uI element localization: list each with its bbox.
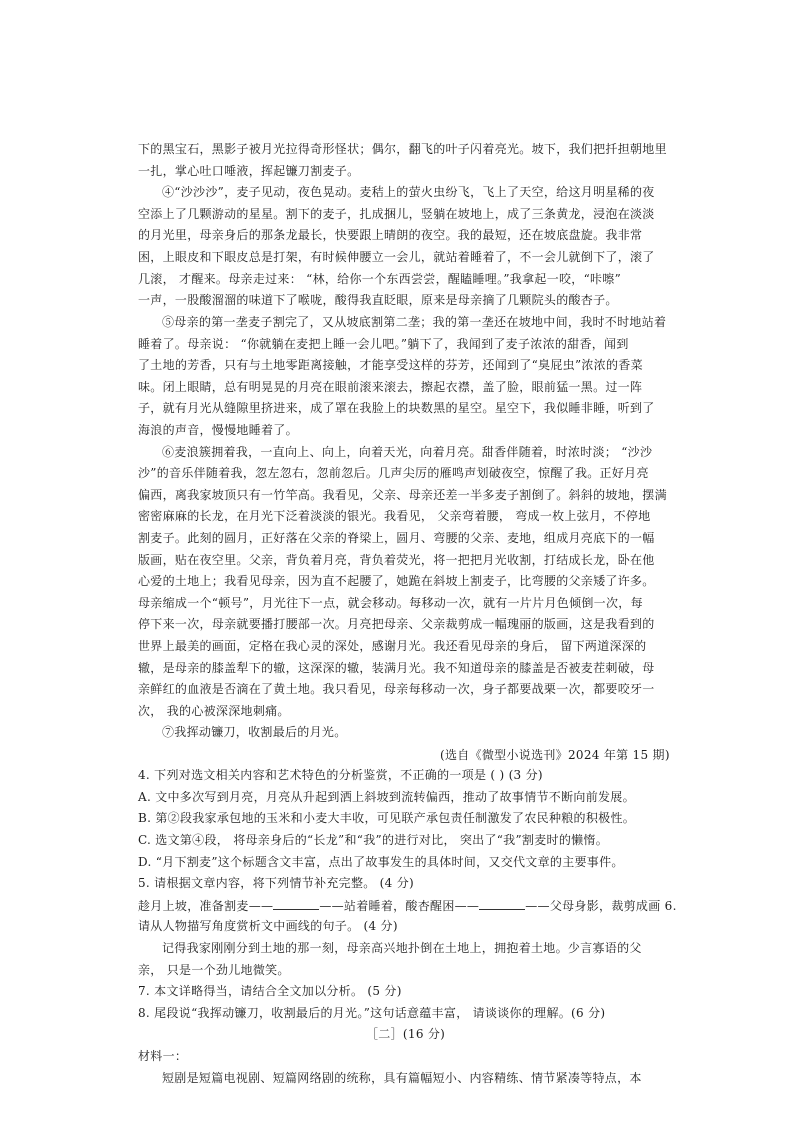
- passage-line: 睡着了。母亲说： “你就躺在麦把上睡一会儿吧。”躺下了，我闻到了麦子浓浓的甜香，闻到: [138, 337, 629, 351]
- question-4-stem: 4. 下列对选文相关内容和艺术特色的分析鉴赏，不正确的一项是 ( ) (3 分): [138, 768, 543, 782]
- question-6-quote: 记得我家刚刚分到土地的那一刻，母亲高兴地扑倒在土地上，拥抱着土地。少言寡语的父: [162, 941, 642, 955]
- plot-part-2: ——站着睡着，酸杏醒困——: [319, 899, 480, 913]
- passage-line: 辙，是母亲的膝盖犁下的辙，这深深的辙，装满月光。我不知道母亲的膝盖是否被麦茬刺破，母: [138, 661, 655, 675]
- passage-line: 几滚， 才醒来。母亲走过来： “林，给你一个东西尝尝，醒瞌睡哩。”我拿起一咬，“咔嚓”: [138, 272, 622, 286]
- question-4-option-c: C. 选文第④段， 将母亲身后的“长龙”和“我”的进行对比， 突出了“我”割麦时的懒惰。: [138, 833, 609, 847]
- passage-line: 沙”的音乐伴随着我，忽左忽右，忽前忽后。几声尖厉的雁鸣声划破夜空，惊醒了我。正好月亮: [138, 466, 649, 480]
- question-6-stem: 请从人物描写角度赏析文中画线的句子。 (4 分): [138, 919, 398, 933]
- plot-part-1: 趁月上坡，准备割麦——: [138, 899, 274, 913]
- passage-line: 密密麻麻的长龙，在月光下泛着淡淡的银光。我看见， 父亲弯着腰， 弯成一枚上弦月，不停地: [138, 509, 651, 523]
- question-5-plot-chain: [138, 898, 677, 913]
- passage-line: 空添上了几颗游动的星星。割下的麦子，扎成捆儿，竖躺在坡地上，成了三条黄龙，浸泡在淡淡: [138, 207, 655, 221]
- section-heading: ［二］(16 分): [366, 1027, 446, 1041]
- answer-blank-1[interactable]: [273, 898, 319, 910]
- passage-line: 的月光里，母亲身后的那条龙最长，快要跟上晴朗的夜空。我的最短，还在坡底盘旋。我非常: [138, 228, 643, 242]
- passage-line: 版画，贴在夜空里。父亲，背负着月亮，背负着荧光，将一把把月光收割，打结成长龙，卧在他: [138, 553, 655, 567]
- paragraph-5-line: ⑤母亲的第一垄麦子割完了，又从坡底割第二垄；我的第一垄还在坡地中间，我时不时地站着: [162, 315, 667, 329]
- passage-line: 亲鲜红的血液是否滴在了黄土地。我只看见，母亲每移动一次，身子都要战栗一次，都要咬牙一: [138, 682, 655, 696]
- passage-line: 子，就有月光从缝隙里挤进来，成了罩在我脸上的块数黑的星空。星空下，我似睡非睡，听到了: [138, 401, 655, 415]
- passage-line: 味。闭上眼睛，总有明晃晃的月亮在眼前滚来滚去，擦起衣襟，盖了脸，眼前猛一黑。过一阵: [138, 380, 643, 394]
- plot-part-3: ——父母身影，裁剪成画 6.: [525, 899, 677, 913]
- passage-line: 下的黑宝石，黑影子被月光拉得奇形怪状；偶尔，翻飞的叶子闪着亮光。坡下，我们把扦担朝地里: [138, 142, 667, 156]
- passage-line: 世界上最美的画面，定格在我心灵的深处，感谢月光。我还看见母亲的身后， 留下两道深深的: [138, 639, 647, 653]
- passage-line: 停下来一次，母亲就要播打腰部一次。月亮把母亲、父亲裁剪成一幅瑰丽的版画，这是我看到的: [138, 617, 655, 631]
- question-4-option-d: D. “月下割麦”这个标题含文丰富，点出了故事发生的具体时间，又交代文章的主要事件。: [138, 855, 624, 869]
- question-6-quote: 亲， 只是一个劲儿地微笑。: [138, 963, 290, 977]
- passage-line: 心爱的土地上；我看见母亲，因为直不起腰了，她跪在斜坡上割麦子，比弯腰的父亲矮了许多。: [138, 574, 655, 588]
- passage-line: 一声，一股酸溜溜的味道下了喉咙，酸得我直眨眼，原来是母亲摘了几颗院头的酸杏子。: [138, 293, 618, 307]
- passage-line: 偏西，离我家坡顶只有一竹竿高。我看见，父亲、母亲还差一半多麦子割倒了。斜斜的坡地，摆满: [138, 488, 667, 502]
- passage-line: 了土地的芳香，只有与土地零距离接触，才能享受这样的芬芳，还闻到了“臭屁虫”浓浓的香菜: [138, 358, 643, 372]
- passage-line: 困，上眼皮和下眼皮总是打架，有时候伸腰立一会儿，就站着睡着了，不一会儿就倒下了，滚了: [138, 250, 655, 264]
- passage-line: 母亲缩成一个“顿号”，月光往下一点，就会移动。每移动一次，就有一片片月色倾倒一次，每: [138, 596, 643, 610]
- passage-line: 次， 我的心被深深地刺痛。: [138, 704, 290, 718]
- question-8-stem: 8. 尾段说“我挥动镰刀，收割最后的月光。”这句话意蕴丰富， 请谈谈你的理解。(6 分): [138, 1006, 606, 1020]
- passage-line: 割麦子。此刻的圆月，正好落在父亲的脊梁上，圆月、弯腰的父亲、麦地，组成月亮底下的一幅: [138, 531, 655, 545]
- material-text: 短剧是短篇电视剧、短篇网络剧的统称，具有篇幅短小、内容精练、情节紧凑等特点，本: [162, 1071, 642, 1085]
- passage-line: 一扎，掌心吐口唾液，挥起镰刀割麦子。: [138, 164, 360, 178]
- question-7-stem: 7. 本文详略得当，请结合全文加以分析。 (5 分): [138, 984, 402, 998]
- source-citation: (选自《微型小说选刊》2024 年第 15 期): [440, 748, 670, 762]
- answer-blank-2[interactable]: [479, 898, 525, 910]
- question-4-option-a: A. 文中多次写到月亮，月亮从升起到洒上斜坡到流转偏西，推动了故事情节不断向前发展。: [138, 790, 635, 804]
- paragraph-7-line: ⑦我挥动镰刀，收割最后的月光。: [162, 725, 347, 739]
- material-label: 材料一：: [138, 1049, 188, 1063]
- question-4-option-b: B. 第②段我家承包地的玉米和小麦大丰收，可见联产承包责任制激发了农民种粮的积极性。: [138, 811, 636, 825]
- passage-line: 海浪的声音，慢慢地睡着了。: [138, 423, 298, 437]
- paragraph-6-line: ⑥麦浪簇拥着我，一直向上、向上，向着天光，向着月亮。甜香伴随着，时浓时淡； “沙沙: [162, 445, 653, 459]
- paragraph-4-line: ④“沙沙沙”，麦子见动，夜色晃动。麦秸上的萤火虫纷飞，飞上了天空，给这月明星稀的夜: [162, 185, 655, 199]
- question-5-stem: 5. 请根据文章内容，将下列情节补充完整。 (4 分): [138, 876, 414, 890]
